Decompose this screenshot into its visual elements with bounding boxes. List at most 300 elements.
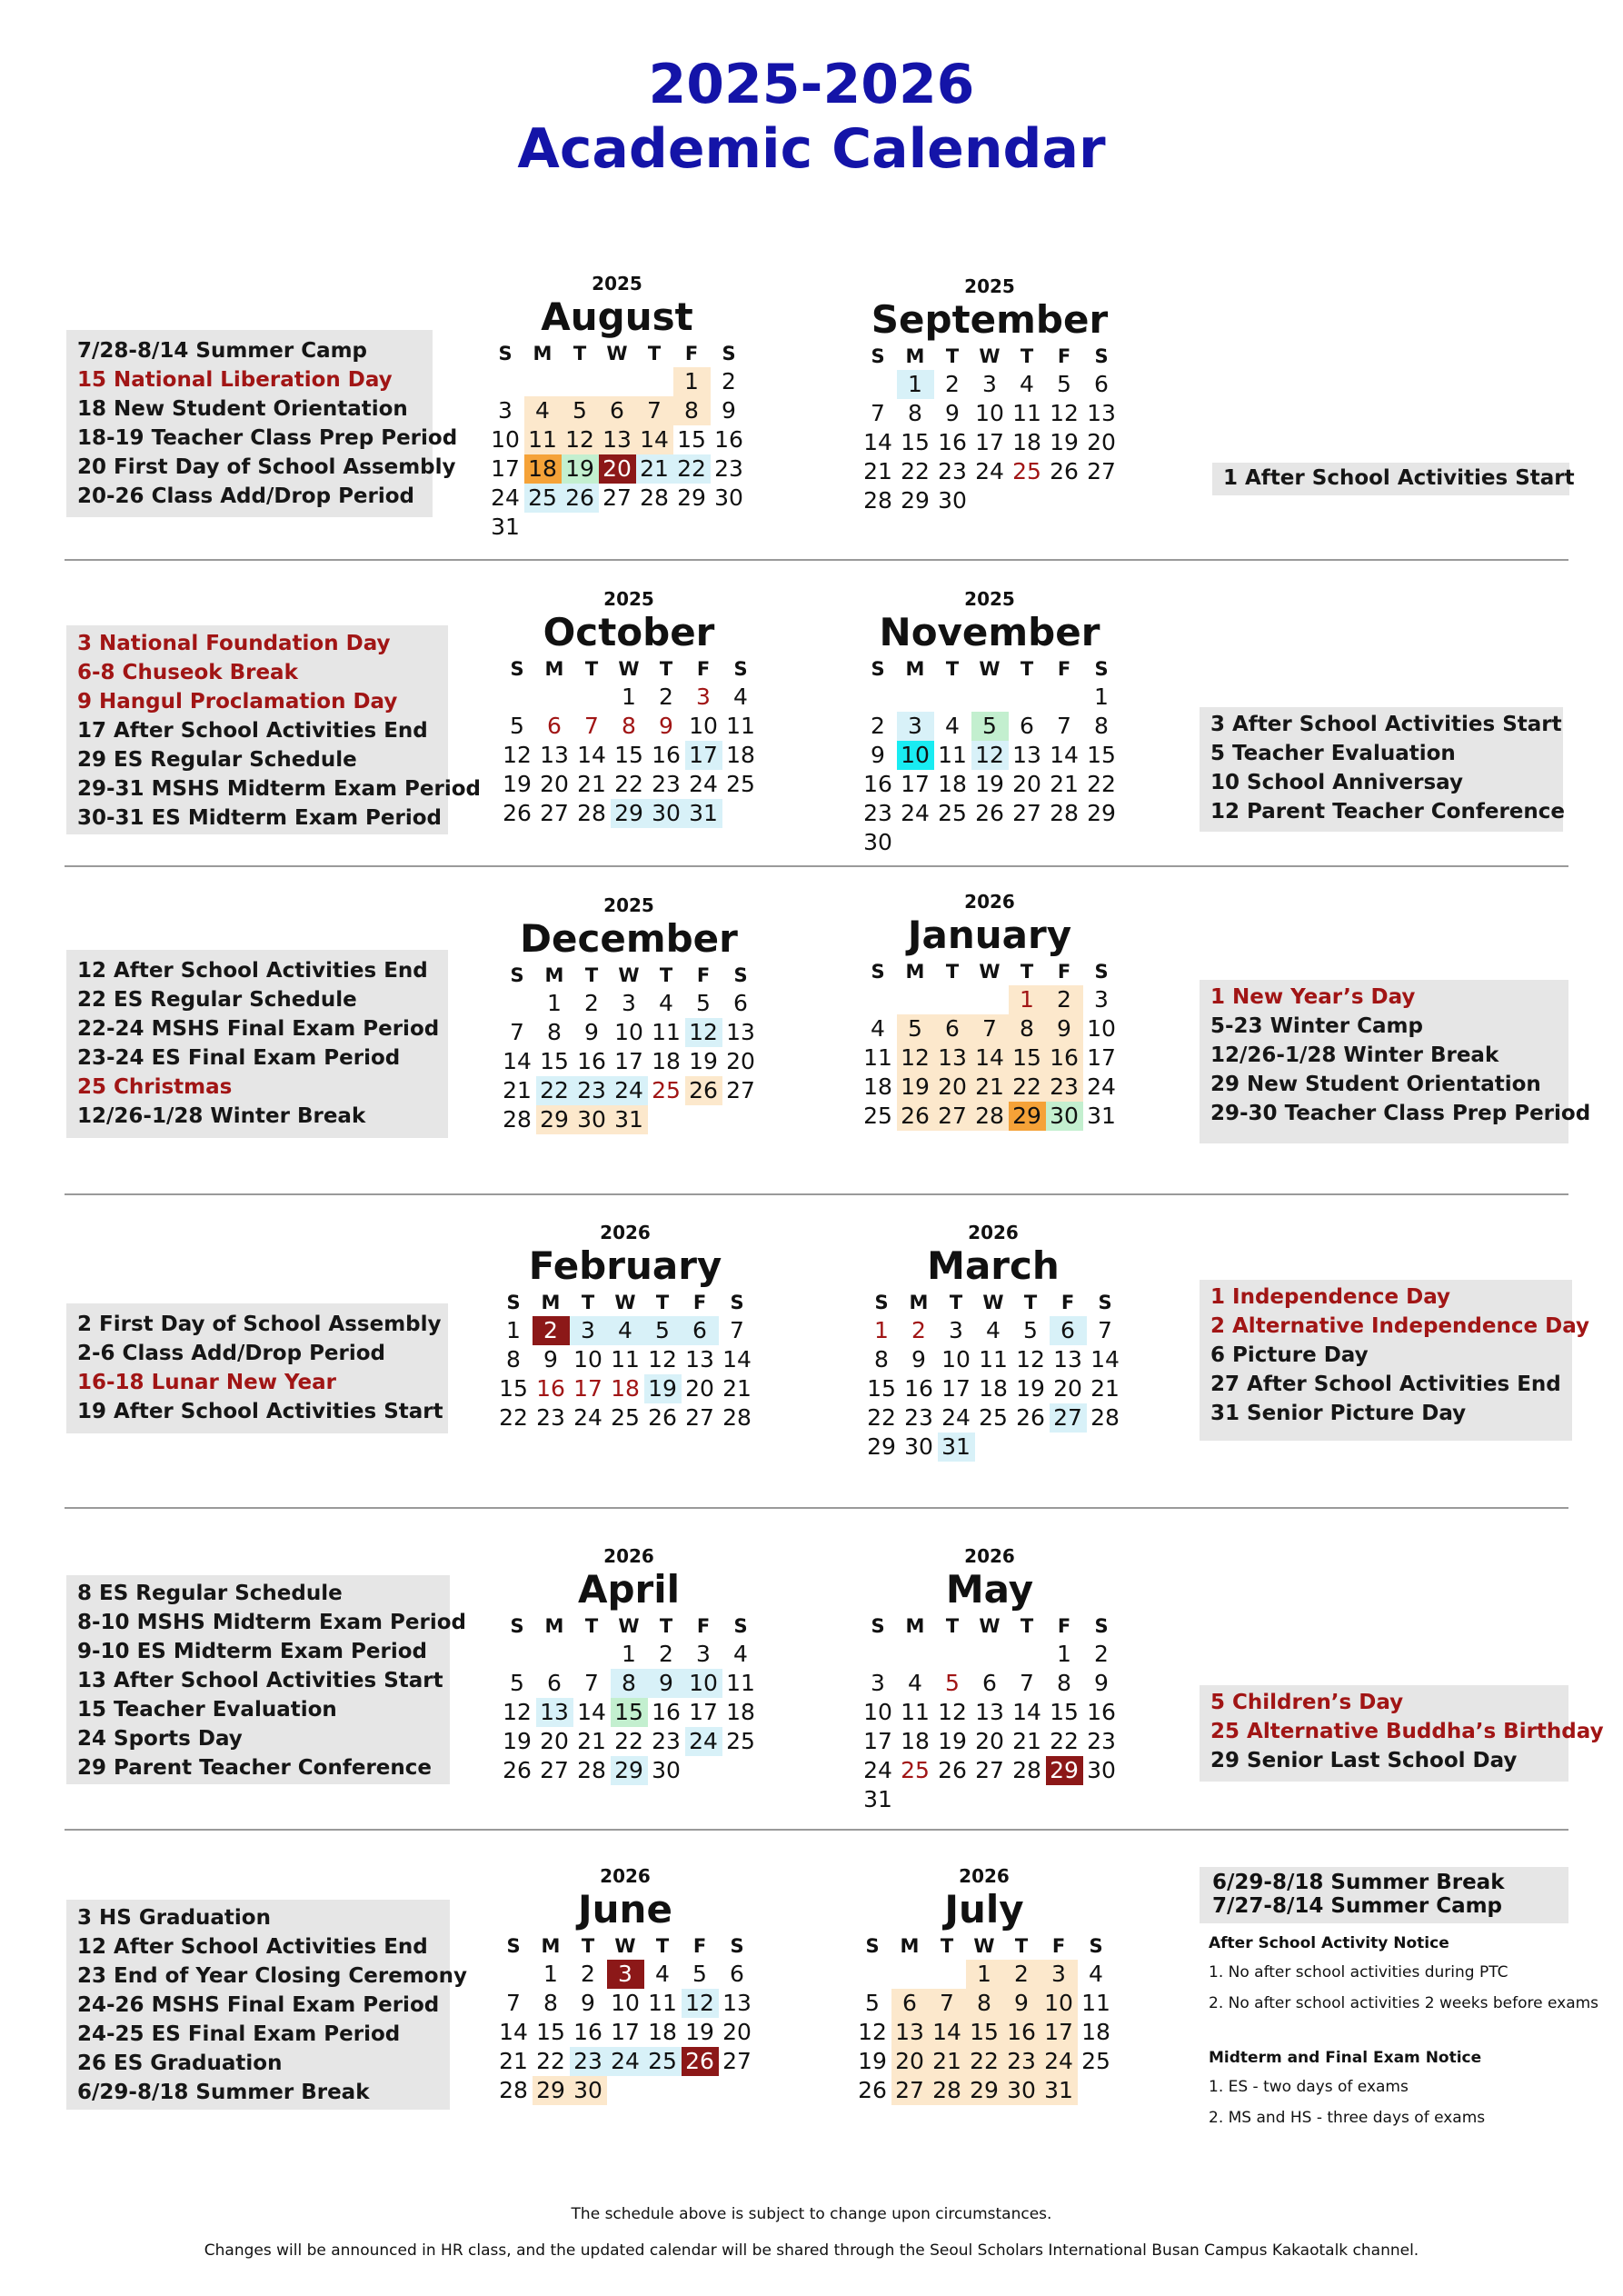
- calendar-day: 8: [874, 1346, 889, 1373]
- calendar-day: 24: [1087, 1073, 1116, 1100]
- events-may: [1200, 1685, 1604, 1782]
- calendar-day: 14: [1012, 1699, 1041, 1725]
- calendar-empty-cell: [971, 828, 1009, 857]
- calendar-day: 31: [863, 1786, 892, 1812]
- calendar-empty-cell: [599, 367, 636, 396]
- month-name: March: [927, 1243, 1060, 1288]
- calendar-day: 5: [510, 713, 524, 739]
- calendar-day: 1: [506, 1317, 521, 1343]
- calendar-day: 27: [726, 1077, 755, 1103]
- calendar-day: 15: [867, 1375, 896, 1402]
- event-note: 18 New Student Orientation: [77, 397, 408, 421]
- calendar-day: 25: [1081, 2048, 1110, 2074]
- calendar-day: 28: [577, 1757, 606, 1783]
- weekday-header: T: [1020, 1615, 1034, 1637]
- weekday-header: M: [544, 658, 564, 680]
- calendar-day: 2: [1046, 985, 1083, 1014]
- month-name: January: [907, 913, 1072, 957]
- weekday-header: T: [940, 1935, 954, 1957]
- events-september: [1212, 463, 1575, 495]
- calendar-day: 26: [897, 1102, 934, 1131]
- event-note: 24 Sports Day: [77, 1727, 243, 1751]
- calendar-day: 31: [1087, 1103, 1116, 1129]
- events-december: [66, 950, 448, 1138]
- events-april: [66, 1575, 466, 1784]
- calendar-day: 30: [573, 1105, 611, 1134]
- calendar-day: 25: [979, 1404, 1008, 1431]
- calendar-day: 23: [714, 455, 743, 482]
- weekday-header: M: [541, 1292, 561, 1313]
- calendar-day: 11: [901, 1699, 930, 1725]
- calendar-day: 23: [938, 458, 967, 484]
- calendar-day: 9: [584, 1019, 599, 1045]
- weekday-header: W: [979, 1615, 1001, 1637]
- calendar-day: 10: [863, 1699, 892, 1725]
- calendar-day: 13: [934, 1043, 971, 1073]
- calendar-empty-cell: [975, 1433, 1012, 1462]
- calendar-day: 12: [648, 1346, 677, 1373]
- calendar-grid: [860, 1612, 1120, 1814]
- calendar-day: 17: [863, 1728, 892, 1754]
- calendar-day: 27: [722, 2048, 752, 2074]
- calendar-empty-cell: [1046, 683, 1083, 712]
- event-note: 3 HS Graduation: [77, 1906, 271, 1930]
- weekday-header: T: [949, 1292, 963, 1313]
- weekday-header: S: [730, 1935, 744, 1957]
- calendar-day: 6: [934, 1014, 971, 1043]
- calendar-day: 26: [648, 1404, 677, 1431]
- calendar-grid: [495, 1289, 756, 1433]
- calendar-day: 28: [971, 1102, 1009, 1131]
- weekday-header: S: [722, 343, 736, 364]
- calendar-day: 31: [611, 1105, 648, 1134]
- calendar-day: 30: [1087, 1757, 1116, 1783]
- calendar-day: 29: [901, 487, 930, 514]
- weekday-header: F: [1057, 658, 1071, 680]
- calendar-day: 10: [975, 400, 1004, 426]
- calendar-day: 5: [945, 1670, 960, 1696]
- calendar-day: 25: [863, 1103, 892, 1129]
- month-name: June: [578, 1887, 672, 1932]
- month-year: 2026: [600, 1865, 651, 1887]
- weekday-header: T: [1014, 1935, 1029, 1957]
- calendar-day: 4: [908, 1670, 922, 1696]
- calendar-day: 7: [929, 1989, 966, 2018]
- weekday-header: M: [541, 1935, 561, 1957]
- weekday-header: W: [979, 961, 1001, 983]
- calendar-empty-cell: [536, 683, 573, 712]
- calendar-day: 12: [562, 425, 599, 454]
- calendar-day: 16: [536, 1375, 565, 1402]
- calendar-day: 11: [863, 1044, 892, 1071]
- weekday-header: F: [684, 343, 699, 364]
- calendar-empty-cell: [1046, 1785, 1083, 1814]
- event-note: 30-31 ES Midterm Exam Period: [77, 806, 442, 830]
- summer-break-line: 6/29-8/18 Summer Break: [1212, 1871, 1505, 1894]
- calendar-day: 7: [584, 1670, 599, 1696]
- calendar-day: 14: [1090, 1346, 1120, 1373]
- weekday-header: M: [533, 343, 553, 364]
- month-september: [808, 275, 1171, 515]
- calendar-day: 20: [722, 2019, 752, 2045]
- calendar-day: 30: [648, 799, 685, 828]
- weekday-header: S: [871, 345, 885, 367]
- calendar-day: 24: [573, 1404, 602, 1431]
- calendar-day: 25: [938, 800, 967, 826]
- calendar-day: 9: [945, 400, 960, 426]
- calendar-day: 6: [682, 1316, 719, 1345]
- weekday-header: W: [979, 658, 1001, 680]
- calendar-day: 29: [966, 2076, 1003, 2105]
- calendar-day: 4: [1089, 1961, 1103, 1987]
- calendar-empty-cell: [722, 799, 760, 828]
- calendar-day: 12: [1050, 400, 1079, 426]
- calendar-day: 28: [863, 487, 892, 514]
- weekday-header: T: [573, 343, 587, 364]
- calendar-day: 5: [1023, 1317, 1038, 1343]
- event-note: 16-18 Lunar New Year: [77, 1371, 336, 1394]
- calendar-day: 22: [901, 458, 930, 484]
- calendar-day: 17: [491, 455, 520, 482]
- calendar-grid: [863, 1289, 1124, 1462]
- calendar-day: 24: [491, 484, 520, 511]
- weekday-header: T: [659, 1615, 673, 1637]
- calendar-day: 21: [929, 2047, 966, 2076]
- calendar-day: 14: [1050, 742, 1079, 768]
- exam-notice: [1209, 2049, 1485, 2140]
- weekday-header: T: [659, 964, 673, 986]
- event-note: 9-10 ES Midterm Exam Period: [77, 1640, 427, 1663]
- calendar-day: 24: [975, 458, 1004, 484]
- calendar-day: 18: [863, 1073, 892, 1100]
- calendar-day: 4: [871, 1015, 885, 1042]
- calendar-day: 29: [867, 1433, 896, 1460]
- calendar-day: 10: [689, 713, 718, 739]
- calendar-empty-cell: [1083, 1785, 1120, 1814]
- month-name: May: [945, 1567, 1034, 1612]
- calendar-day: 7: [1057, 713, 1071, 739]
- calendar-day: 8: [908, 400, 922, 426]
- event-note: 8 ES Regular Schedule: [77, 1582, 343, 1605]
- calendar-day: 13: [599, 425, 636, 454]
- calendar-grid: [860, 655, 1120, 857]
- calendar-day: 17: [1087, 1044, 1116, 1071]
- calendar-day: 19: [897, 1073, 934, 1102]
- calendar-day: 16: [938, 429, 967, 455]
- calendar-day: 20: [540, 771, 569, 797]
- calendar-day: 29: [611, 799, 648, 828]
- calendar-day: 9: [871, 742, 885, 768]
- calendar-day: 24: [901, 800, 930, 826]
- calendar-day: 8: [1094, 713, 1109, 739]
- calendar-day: 11: [726, 1670, 755, 1696]
- events-january: [1200, 980, 1591, 1143]
- month-june: [443, 1865, 807, 2105]
- calendar-day: 26: [938, 1757, 967, 1783]
- calendar-day: 18: [726, 742, 755, 768]
- calendar-day: 29: [1087, 800, 1116, 826]
- calendar-day: 17: [975, 429, 1004, 455]
- weekday-header: T: [581, 1292, 595, 1313]
- calendar-day: 23: [1046, 1073, 1083, 1102]
- calendar-day: 16: [652, 742, 681, 768]
- weekday-header: W: [618, 658, 640, 680]
- title-text: Academic Calendar: [517, 116, 1106, 181]
- event-note: 3 National Foundation Day: [77, 632, 391, 655]
- calendar-day: 17: [689, 1699, 718, 1725]
- calendar-day: 15: [614, 742, 643, 768]
- calendar-day: 26: [682, 2047, 719, 2076]
- calendar-day: 14: [503, 1048, 532, 1074]
- calendar-day: 29: [611, 1756, 648, 1785]
- calendar-day: 25: [901, 1757, 930, 1783]
- calendar-empty-cell: [854, 1960, 891, 1989]
- weekday-header: T: [655, 1292, 670, 1313]
- weekday-header: S: [506, 1935, 521, 1957]
- title-years: 2025-2026: [648, 53, 975, 116]
- weekday-header: T: [659, 658, 673, 680]
- calendar-empty-cell: [1083, 828, 1120, 857]
- event-note: 26 ES Graduation: [77, 2051, 283, 2075]
- weekday-header: T: [945, 658, 960, 680]
- calendar-day: 23: [904, 1404, 933, 1431]
- calendar-day: 25: [726, 771, 755, 797]
- event-note: 12/26-1/28 Winter Break: [1210, 1043, 1499, 1067]
- calendar-empty-cell: [971, 1785, 1009, 1814]
- calendar-day: 12: [682, 1989, 719, 2018]
- calendar-day: 30: [938, 487, 967, 514]
- calendar-empty-cell: [1083, 486, 1120, 515]
- calendar-day: 15: [536, 2019, 565, 2045]
- calendar-empty-cell: [499, 683, 536, 712]
- weekday-header: F: [696, 1615, 711, 1637]
- calendar-day: 21: [499, 2048, 528, 2074]
- calendar-day: 19: [689, 1048, 718, 1074]
- section-divider: [65, 1193, 1568, 1195]
- event-note: 1 New Year’s Day: [1210, 985, 1416, 1009]
- calendar-day: 8: [622, 713, 636, 739]
- exam-notice-item: 2. MS and HS - three days of exams: [1209, 2109, 1486, 2127]
- calendar-day: 22: [536, 1076, 573, 1105]
- calendar-day: 9: [581, 1990, 595, 2016]
- calendar-day: 24: [611, 1076, 648, 1105]
- calendar-day: 1: [1009, 985, 1046, 1014]
- calendar-day: 10: [614, 1019, 643, 1045]
- weekday-header: F: [692, 1935, 707, 1957]
- calendar-day: 22: [673, 454, 711, 484]
- weekday-header: S: [1089, 1935, 1103, 1957]
- calendar-day: 26: [562, 484, 599, 513]
- calendar-empty-cell: [934, 1640, 971, 1669]
- calendar-empty-cell: [897, 985, 934, 1014]
- calendar-day: 2: [722, 368, 736, 394]
- calendar-day: 1: [874, 1317, 889, 1343]
- weekday-header: S: [871, 658, 885, 680]
- calendar-empty-cell: [971, 683, 1009, 712]
- calendar-day: 8: [611, 1669, 648, 1698]
- calendar-day: 15: [499, 1375, 528, 1402]
- calendar-day: 16: [1046, 1043, 1083, 1073]
- calendar-day: 6: [982, 1670, 997, 1696]
- calendar-day: 29: [533, 2076, 570, 2105]
- weekday-header: S: [510, 1615, 524, 1637]
- calendar-day: 5: [865, 1990, 880, 2016]
- calendar-day: 7: [1020, 1670, 1034, 1696]
- calendar-day: 25: [726, 1728, 755, 1754]
- month-december: [447, 894, 811, 1134]
- calendar-day: 4: [659, 990, 673, 1016]
- calendar-empty-cell: [562, 367, 599, 396]
- calendar-day: 1: [622, 1641, 636, 1667]
- calendar-empty-cell: [499, 989, 536, 1018]
- calendar-empty-cell: [897, 683, 934, 712]
- weekday-header: S: [506, 1292, 521, 1313]
- month-january: [808, 891, 1171, 1131]
- month-february: [443, 1222, 807, 1433]
- event-note: 17 After School Activities End: [77, 719, 428, 743]
- weekday-header: S: [733, 964, 748, 986]
- calendar-empty-cell: [1050, 1433, 1087, 1462]
- event-note: 18-19 Teacher Class Prep Period: [77, 426, 458, 450]
- calendar-day: 9: [1046, 1014, 1083, 1043]
- calendar-day: 3: [696, 684, 711, 710]
- calendar-day: 6: [1094, 371, 1109, 397]
- calendar-day: 29: [1046, 1756, 1083, 1785]
- calendar-day: 8: [543, 1990, 558, 2016]
- event-note: 29-30 Teacher Class Prep Period: [1210, 1102, 1591, 1125]
- calendar-day: 18: [901, 1728, 930, 1754]
- calendar-empty-cell: [1009, 683, 1046, 712]
- calendar-empty-cell: [897, 828, 934, 857]
- event-note: 22 ES Regular Schedule: [77, 988, 357, 1012]
- calendar-day: 26: [1050, 458, 1079, 484]
- calendar-day: 21: [722, 1375, 752, 1402]
- calendar-day: 2: [659, 1641, 673, 1667]
- calendar-day: 16: [1087, 1699, 1116, 1725]
- weekday-header: S: [871, 1615, 885, 1637]
- calendar-day: 4: [607, 1316, 644, 1345]
- calendar-day: 12: [971, 741, 1009, 770]
- calendar-empty-cell: [682, 2076, 719, 2105]
- calendar-day: 13: [1087, 400, 1116, 426]
- calendar-day: 4: [945, 713, 960, 739]
- calendar-day: 15: [677, 426, 706, 453]
- calendar-day: 13: [1053, 1346, 1082, 1373]
- calendar-day: 30: [570, 2076, 607, 2105]
- calendar-day: 20: [726, 1048, 755, 1074]
- exam-notice-item: 1. ES - two days of exams: [1209, 2078, 1409, 2096]
- calendar-empty-cell: [607, 2076, 644, 2105]
- weekday-header: S: [865, 1935, 880, 1957]
- calendar-day: 18: [1012, 429, 1041, 455]
- calendar-day: 26: [503, 800, 532, 826]
- calendar-day: 22: [1050, 1728, 1079, 1754]
- month-name: October: [543, 610, 715, 654]
- weekday-header: T: [1020, 345, 1034, 367]
- calendar-day: 30: [714, 484, 743, 511]
- calendar-day: 27: [602, 484, 632, 511]
- calendar-day: 20: [540, 1728, 569, 1754]
- calendar-empty-cell: [1009, 1640, 1046, 1669]
- event-note: 12 Parent Teacher Conference: [1210, 800, 1566, 824]
- event-note: 1 Independence Day: [1210, 1285, 1451, 1309]
- calendar-day: 27: [891, 2076, 929, 2105]
- calendar-day: 3: [871, 1670, 885, 1696]
- events-november: [1200, 707, 1566, 832]
- calendar-day: 15: [1087, 742, 1116, 768]
- calendar-day: 17: [901, 771, 930, 797]
- calendar-day: 14: [499, 2019, 528, 2045]
- events-august: [66, 330, 458, 517]
- calendar-day: 27: [1012, 800, 1041, 826]
- calendar-day: 2: [1094, 1641, 1109, 1667]
- calendar-empty-cell: [1009, 828, 1046, 857]
- calendar-day: 25: [524, 484, 562, 513]
- calendar-day: 6: [547, 713, 562, 739]
- calendar-day: 27: [540, 800, 569, 826]
- calendar-day: 26: [975, 800, 1004, 826]
- weekday-header: W: [614, 1935, 636, 1957]
- calendar-day: 18: [524, 454, 562, 484]
- weekday-header: F: [1057, 1615, 1071, 1637]
- calendar-day: 27: [540, 1757, 569, 1783]
- calendar-day: 23: [652, 1728, 681, 1754]
- event-note: 23 End of Year Closing Ceremony: [77, 1964, 467, 1988]
- calendar-day: 11: [1012, 400, 1041, 426]
- weekday-header: T: [945, 345, 960, 367]
- calendar-day: 27: [934, 1102, 971, 1131]
- calendar-day: 23: [1003, 2047, 1041, 2076]
- event-note: 2 Alternative Independence Day: [1210, 1314, 1590, 1338]
- event-note: 2 First Day of School Assembly: [77, 1313, 442, 1336]
- event-note: 12 After School Activities End: [77, 959, 428, 983]
- calendar-day: 27: [685, 1404, 714, 1431]
- calendar-day: 13: [536, 1698, 573, 1727]
- summer-camp-line: 7/27-8/14 Summer Camp: [1212, 1894, 1503, 1918]
- calendar-day: 30: [652, 1757, 681, 1783]
- calendar-day: 2: [581, 1961, 595, 1987]
- weekday-header: W: [979, 345, 1001, 367]
- calendar-day: 27: [1087, 458, 1116, 484]
- calendar-day: 29: [677, 484, 706, 511]
- calendar-day: 17: [685, 741, 722, 770]
- calendar-day: 2: [659, 684, 673, 710]
- calendar-day: 28: [722, 1404, 752, 1431]
- calendar-day: 15: [901, 429, 930, 455]
- weekday-header: M: [905, 345, 925, 367]
- calendar-empty-cell: [929, 1960, 966, 1989]
- calendar-day: 14: [577, 1699, 606, 1725]
- calendar-day: 13: [722, 1990, 752, 2016]
- calendar-day: 17: [941, 1375, 971, 1402]
- calendar-day: 19: [503, 1728, 532, 1754]
- calendar-day: 10: [573, 1346, 602, 1373]
- calendar-day: 28: [1012, 1757, 1041, 1783]
- calendar-empty-cell: [860, 683, 897, 712]
- calendar-day: 19: [938, 1728, 967, 1754]
- calendar-day: 19: [858, 2048, 887, 2074]
- calendar-day: 24: [1041, 2047, 1078, 2076]
- calendar-day: 8: [1057, 1670, 1071, 1696]
- calendar-empty-cell: [934, 985, 971, 1014]
- events-june: [66, 1900, 467, 2110]
- calendar-grid: [499, 962, 760, 1134]
- calendar-day: 16: [1003, 2018, 1041, 2047]
- calendar-day: 25: [652, 1077, 681, 1103]
- calendar-day: 3: [1094, 986, 1109, 1013]
- calendar-day: 20: [975, 1728, 1004, 1754]
- calendar-day: 22: [536, 2048, 565, 2074]
